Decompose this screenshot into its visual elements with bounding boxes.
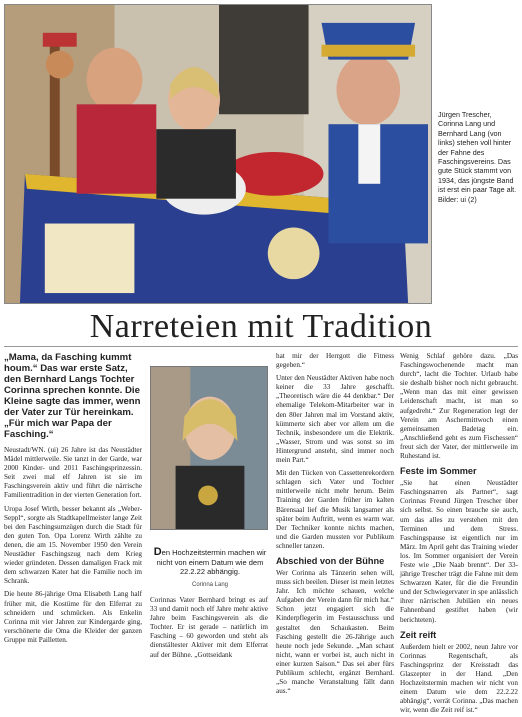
photo-credit: Bilder: ui (2) [438, 194, 477, 204]
col4-subheading-2: Zeit reift [400, 629, 437, 640]
headline-rule [4, 346, 518, 347]
main-photo [4, 4, 432, 304]
col4-p3: Außerdem hielt er 2002, neun Jahre vor Corinnas Regentschaft, als Faschingsprinz der Kreisstadt das Glaszepter in der Hand. „Den Hochzeitstermin machen wir nicht von einem Datum wie dem 22.2.22 abhängig“, verrät Corinna. „Das machen wir, wenn die Zeit reif ist.“ [400, 642, 518, 715]
col4-subheading-1: Feste im Sommer [400, 466, 477, 477]
col1-p2: Uropa Josef Wirth, besser bekannt als „Weber-Seppl“, sorgte als Stadtkapellmeister lange Zeit bei den Faschingsumzügen durch die Stadt für den guten Ton. Opa Lorenz Wirth zählte zu denen, die am 15. November 1950 den Verein Neustädter Faschingszug nach dem Krieg wieder gründeten. Dessen damaligen Frack mit dem schwarzen Kater hat die Familie noch im Schrank. [4, 504, 142, 586]
headline: Narreteien mit Tradition [89, 308, 433, 345]
column-4 [400, 352, 518, 717]
column-3 [276, 352, 394, 698]
col3-p2: Unter den Neustädter Aktiven habe noch keiner die 33 Jahre geschafft. „Theoretisch wäre die 44 denkbar.“ Der ehemalige Telekom-Mitarbeiter war in den 80er Jahren mal im Vorstand aktiv, kümmerte sich aber vor allem um die Technik, insbesondere um die Elektrik. „Wasser, Strom und was sonst so im Hintergrund ansteht, sind immer noch mein Part.“ [276, 374, 394, 465]
col1-p3: Die heute 86-jährige Oma Elisabeth Lang half früher mit, die Kostüme für den Elferrat zu schneidern und schmücken. Als Enkelin Corinna mit vier Jahren zur Kindergarde ging, verschönerte die Oma die Kleider der ganzen Gruppe mit Pailletten. [4, 590, 142, 644]
portrait-illustration [151, 367, 267, 529]
col4-p2: „Sie hat einen Neustädter Faschingsnarren als Partner“, sagt Corinnas Freund Jürgen Trescher über sich selbst. So einen brauche sie auch, um das alles zu verstehen mit den Terminen und dem Stress. Faschingspause ist eigentlich nur im März. Im April geht das Training wieder los. Im Sommer organisiert der Verein Feste wie „Die Naab brennt“. Der 33-jährige Trescher trägt die Fahne mit dem Schwarzen Kater, für die die Freundin und der Schwiegervater in spe anlässlich ihrer närrischen Jubiläen ein neues Fahnenband gestiftet haben (wir berichteten). [400, 479, 518, 624]
portrait-credit: Corinna Lang [191, 582, 229, 588]
col1-p1: Neustadt/WN. (ui) 26 Jahre ist das Neustädter Mädel mittlerweile. Sie tanzt in der Garde, war 2000 Kinder- und 2011 Faschingsprinzessin. Seit zwei mal elf Jahren ist sie im Faschingsverein aktiv und führt die närrische Familientradition in der vierten Generation fort. [4, 446, 142, 500]
photo-caption-text: Jürgen Trescher, Corinna Lang und Bernhard Lang (von links) stehen voll hinter der Fahne des Faschingsvereins. Das gute Stück stammt von 1934, das jüngste Band ist erst ein paar Tage alt. [438, 110, 517, 195]
col3-p3: Mit den Tücken von Cassettenrekordern schlagen sich Vater und Tochter mittlerweile nicht mehr herum. Beim Training der Garden früher im kalten Bärensaal lief die Musik langsamer als später beim Auftritt, wenn es warm war. Der Techniker konnte nichts machen, und die Garden mussten vor Publikum schneller tanzen. [276, 469, 394, 550]
portrait-caption-text: en Hochzeitstermin machen wir nicht von einem Datum wie dem 22.2.22 abhängig. [156, 548, 267, 576]
column-2 [150, 596, 268, 662]
photo-illustration [5, 5, 431, 303]
photo-caption [438, 110, 518, 204]
col3-p1: hat mir der Herrgott die Fitness gegeben.“ [276, 352, 394, 370]
col3-subheading: Abschied von der Bühne [276, 555, 385, 566]
col2-text: Corinnas Vater Bernhard bringt es auf 33 und damit noch elf Jahre mehr aktive Jahre beim Faschingsverein als die Tochter. Er ist gerade – natürlich im Fasching – 60 geworden und steht als dienstältester Aktiver mit dem Elferrat auf der Bühne. „Gottseidank [150, 596, 268, 659]
portrait-caption-initial: D [153, 546, 162, 558]
col3-p4: Wer Corinna als Tänzerin sehen will, muss sich beeilen. Dieser ist mein letztes Jahr. Ich möchte schauen, welche Aufgaben der Verein dann für mich hat.“ Schon jetzt engagiert sich die Kinderpflegerin im Festausschuss und gestaltet den Schaukasten. Beim Fasching gestellt die 26-Jährige auch heute noch jede Sekunde. „Man schaut nicht, wann er vorbei ist, auch nicht in einer kurzen Saison.“ Das sei aber fürs Publikum schlecht, ergänzt Bernhard. „So manche Veranstaltung fällt dann aus.“ [276, 568, 394, 696]
col4-p1: Wenig Schlaf gehöre dazu. „Das Faschingswochenende macht man durch“, lacht die Tochter. Urlaub habe sie deshalb bisher noch nicht gebraucht. „Wenn man das mit einer gewissen Leidenschaft macht, ist man so aufgedreht.“ Zur Regeneration legt der Verein am Aschermittwoch einen gemeinsamen Badetag ein. „Anschließend geht es zum Fischessen“ freut sich der Vater, der mittlerweile im Ruhestand ist. [400, 352, 518, 461]
portrait-photo [150, 366, 268, 530]
column-1 [4, 352, 142, 647]
portrait-caption [152, 548, 268, 577]
intro-text: „Mama, da Fasching kummt houm.“ Das war erste Satz, den Bernhard Langs Tochter Corinna sprechen konnte. Die Kleine sagte das immer, wenn der Vater zur Tür hereinkam. „Für mich war Papa der Fasching.“ [4, 352, 141, 440]
